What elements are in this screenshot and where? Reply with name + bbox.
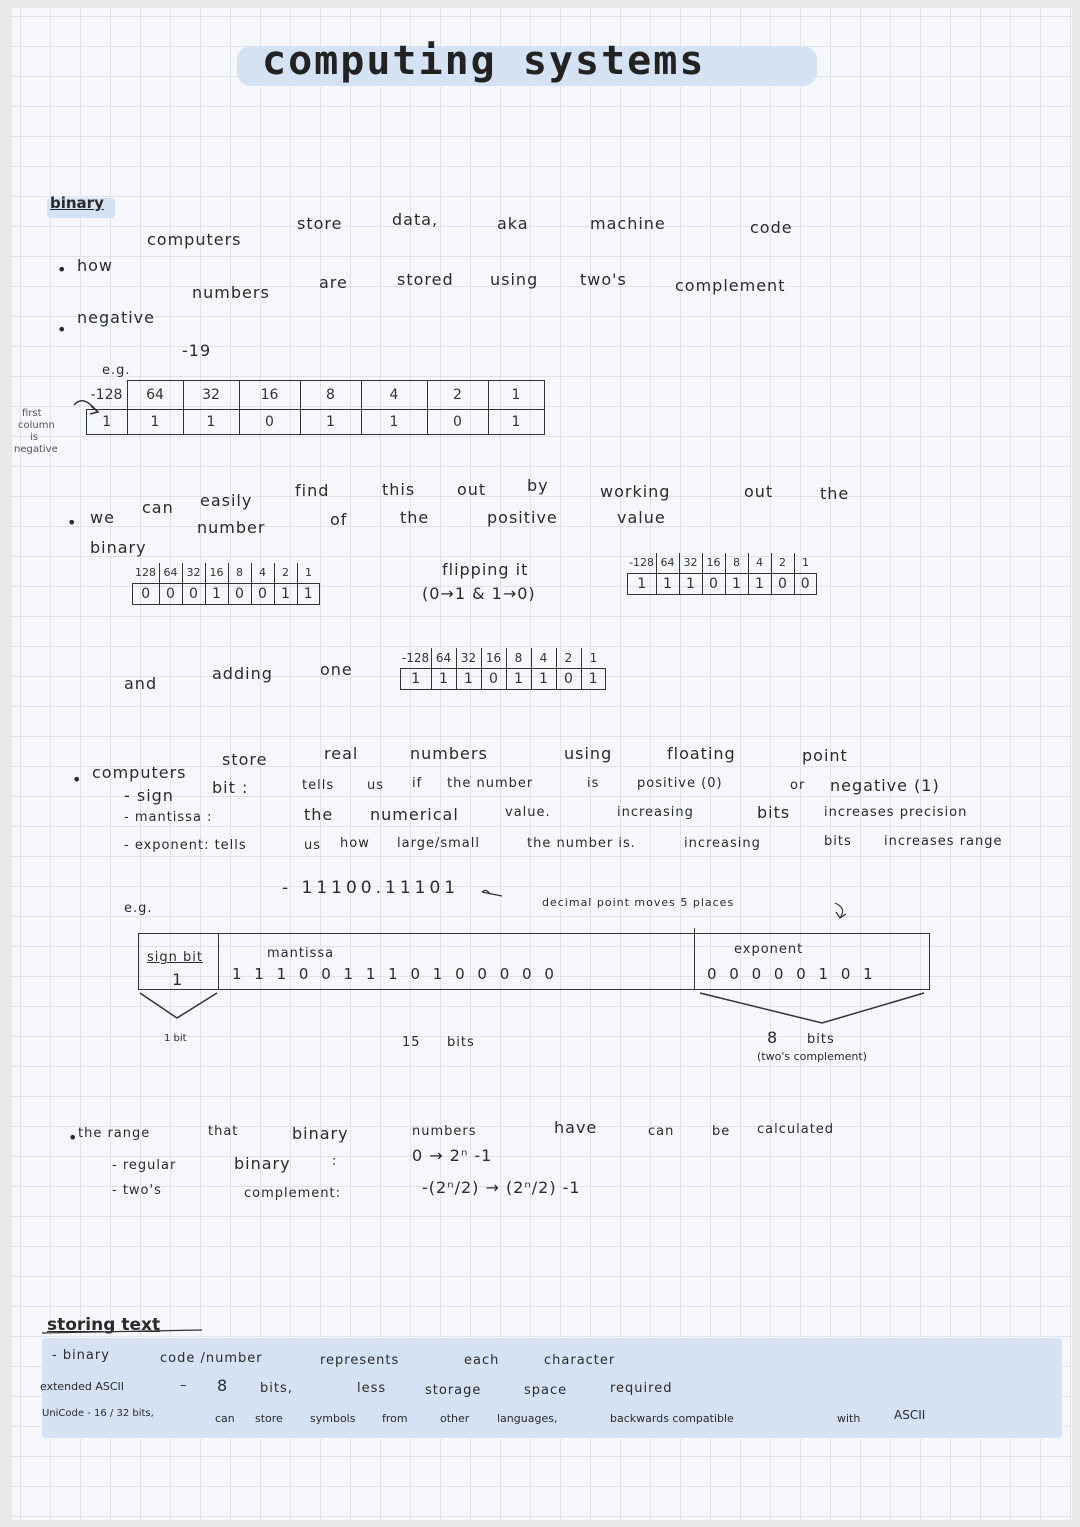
binary-heading: binary <box>50 194 104 212</box>
binary-line3-w3: find <box>295 481 330 500</box>
decimal-point-note: decimal point moves 5 places <box>542 896 735 909</box>
sign-w3: us <box>367 778 385 793</box>
table-cell: 32 <box>183 381 239 410</box>
table-cell: 1 <box>531 669 556 690</box>
float-example-number: - 11100.11101 <box>282 878 460 898</box>
table-cell: 0 <box>771 574 794 595</box>
table-cell: -128 <box>401 648 432 669</box>
table-cell: 1 <box>679 574 702 595</box>
range-w7: calculated <box>757 1122 835 1137</box>
table-cell: 1 <box>297 563 320 584</box>
table-cell: 0 <box>159 584 182 605</box>
table-cell: 1 <box>794 553 817 574</box>
sign-brace <box>140 993 217 1018</box>
binary-line1-w6: code <box>750 218 793 237</box>
exponent-w0: - exponent: tells <box>124 838 247 853</box>
text-unicode-w9: ASCII <box>894 1408 926 1422</box>
binary-line3-w4: this <box>382 480 416 499</box>
sign-bit-label: sign bit <box>147 950 203 965</box>
table-cell: 1 <box>488 409 544 434</box>
range-w3: numbers <box>412 1124 477 1139</box>
side-note-0: first <box>22 408 42 419</box>
arrow-down <box>835 903 846 918</box>
binary-line3-w6: by <box>527 476 549 495</box>
table-cell: 2 <box>771 553 794 574</box>
table-cell: 4 <box>748 553 771 574</box>
table-cell: 0 <box>251 584 274 605</box>
table-cell: 32 <box>679 553 702 574</box>
range-w5: can <box>648 1124 675 1139</box>
sign-w4: if <box>412 776 423 791</box>
text-unicode-w5: other <box>440 1412 470 1425</box>
table-cell: 1 <box>431 669 456 690</box>
table-cell: 1 <box>127 409 183 434</box>
table-cell: 1 <box>581 669 606 690</box>
table-cell: 2 <box>274 563 297 584</box>
twos-w0: - two's <box>112 1183 162 1198</box>
table-cell: 4 <box>361 381 427 410</box>
binary-line2-w5: two's <box>580 270 627 289</box>
text-binary-w0: - binary <box>52 1348 110 1363</box>
exponent-size-unit: bits <box>807 1032 835 1047</box>
binary-line3-w7: working <box>600 482 671 501</box>
text-ascii-w0: extended ASCII <box>40 1380 125 1393</box>
mantissa-w3: value. <box>505 805 551 820</box>
sign-w9: negative (1) <box>830 776 940 795</box>
table-cell: 0 <box>228 584 251 605</box>
exponent-brace <box>700 993 924 1023</box>
mantissa-label: mantissa <box>267 946 335 961</box>
text-unicode-w8: with <box>837 1412 861 1425</box>
table-cell: 1 <box>183 409 239 434</box>
text-ascii-w1: – <box>180 1378 188 1393</box>
text-ascii-w7: required <box>610 1381 673 1396</box>
arrow-decimal <box>482 890 502 896</box>
binary-line1-w4: aka <box>497 214 529 233</box>
exponent-label: exponent <box>734 942 804 957</box>
example-value: -19 <box>182 341 212 360</box>
binary-line4-w4: positive <box>487 508 558 527</box>
binary-line4-w2: of <box>330 510 348 529</box>
text-ascii-w5: storage <box>425 1383 482 1398</box>
side-note-2: is <box>30 432 38 443</box>
table-cell: 4 <box>531 648 556 669</box>
text-binary-w2: represents <box>320 1353 400 1368</box>
sign-w2: tells <box>302 778 335 793</box>
table-cell: 0 <box>427 409 488 434</box>
table-cell: 1 <box>456 669 481 690</box>
sign-size: 1 bit <box>164 1033 187 1044</box>
text-unicode-w6: languages, <box>497 1412 558 1425</box>
table-cell: 128 <box>133 563 160 584</box>
binary-line1-w1: computers <box>147 230 242 249</box>
binary-line1-w3: data, <box>392 210 439 229</box>
table-cell: 0 <box>481 669 506 690</box>
sign-w8: or <box>790 778 806 793</box>
mantissa-w5: bits <box>757 803 791 822</box>
text-ascii-w4: less <box>357 1381 387 1396</box>
exponent-bits: 0 0 0 0 0 1 0 1 <box>707 965 876 983</box>
table-cell: 0 <box>556 669 581 690</box>
exponent-w4: the number is. <box>527 836 636 851</box>
twos-w1: complement: <box>244 1186 342 1201</box>
float-line1-w5: floating <box>667 744 736 763</box>
text-unicode-w7: backwards compatible <box>610 1412 734 1425</box>
eg-label: e.g. <box>102 363 131 378</box>
binary-line1-w2: store <box>297 214 343 233</box>
table-cell: 16 <box>239 381 300 410</box>
table-cell: 0 <box>794 574 817 595</box>
table-cell: 64 <box>656 553 679 574</box>
exponent-w3: large/small <box>397 836 480 851</box>
float-line1-w2: real <box>324 744 359 763</box>
exponent-w2: how <box>340 836 370 851</box>
table-cell: 1 <box>87 409 128 434</box>
range-w0: the range <box>78 1126 151 1141</box>
table-cell: 8 <box>228 563 251 584</box>
text-ascii-w6: space <box>524 1383 568 1398</box>
page-title: computing systems <box>262 38 706 84</box>
range-w4: have <box>554 1118 598 1137</box>
text-unicode-w4: from <box>382 1412 408 1425</box>
sign-w0: - sign <box>124 786 174 805</box>
table-cell: 1 <box>300 409 361 434</box>
table-cell: 2 <box>556 648 581 669</box>
mantissa-size-num: 15 <box>402 1035 421 1050</box>
table-cell: 16 <box>702 553 725 574</box>
mantissa-bits: 1 1 1 0 0 1 1 1 0 1 0 0 0 0 0 <box>232 965 557 983</box>
text-unicode-w3: symbols <box>310 1412 356 1425</box>
binary-line4-w3: the <box>400 508 430 527</box>
table-cell: 64 <box>159 563 182 584</box>
binary-line2-w0: negative <box>77 308 155 327</box>
table-cell: 64 <box>431 648 456 669</box>
mantissa-w0: - mantissa : <box>124 810 213 825</box>
table-cell: 1 <box>297 584 320 605</box>
heading-underline <box>42 1330 202 1333</box>
table-cell: 8 <box>506 648 531 669</box>
text-unicode-w1: can <box>215 1412 235 1425</box>
regular-w2: : <box>332 1154 338 1169</box>
bullet: • <box>68 1128 79 1147</box>
exponent-w1: us <box>304 838 322 853</box>
text-binary-w4: character <box>544 1353 616 1368</box>
binary-line1-w0: how <box>77 256 114 275</box>
table-cell: 0 <box>133 584 160 605</box>
table-cell: 1 <box>274 584 297 605</box>
side-note-3: negative <box>14 444 58 455</box>
float-line1-w1: store <box>222 750 268 769</box>
table-cell: 0 <box>182 584 205 605</box>
binary-line3-w5: out <box>457 480 487 499</box>
one-label: one <box>320 660 353 679</box>
table-cell: 8 <box>725 553 748 574</box>
binary-line2-w6: complement <box>675 276 786 295</box>
table-cell: 1 <box>488 381 544 410</box>
table-cell: 1 <box>361 409 427 434</box>
table-cell: 1 <box>401 669 432 690</box>
mantissa-w2: numerical <box>370 805 459 824</box>
sign-w5: the number <box>447 776 534 791</box>
mantissa-w6: increases precision <box>824 805 968 820</box>
exponent-size-num: 8 <box>767 1028 779 1047</box>
text-ascii-w2: 8 <box>217 1376 229 1395</box>
flip-note-0: flipping it <box>442 560 529 579</box>
binary-line3-w9: the <box>820 484 850 503</box>
mantissa-size-unit: bits <box>447 1035 475 1050</box>
binary-line2-w4: using <box>490 270 539 289</box>
float-line1-w0: computers <box>92 763 187 782</box>
bullet: • <box>57 260 68 279</box>
text-ascii-w3: bits, <box>260 1381 293 1396</box>
exponent-w7: increases range <box>884 834 1003 849</box>
range-w6: be <box>712 1124 731 1139</box>
range-w2: binary <box>292 1124 349 1143</box>
exponent-w6: bits <box>824 834 852 849</box>
table-cell: 8 <box>300 381 361 410</box>
regular-w0: - regular <box>112 1158 177 1173</box>
side-note-1: column <box>18 420 55 431</box>
float-line1-w3: numbers <box>410 744 488 763</box>
table-cell: 1 <box>628 574 657 595</box>
binary-line2-w3: stored <box>397 270 454 289</box>
exponent-w5: increasing <box>684 836 761 851</box>
table-cell: 4 <box>251 563 274 584</box>
table-cell: 16 <box>205 563 228 584</box>
table-cell: 0 <box>239 409 300 434</box>
table-cell: 2 <box>427 381 488 410</box>
table-cell: 1 <box>581 648 606 669</box>
binary-line3-w2: easily <box>200 491 253 510</box>
flip-note-1: (0→1 & 1→0) <box>422 584 536 603</box>
table-cell: 1 <box>205 584 228 605</box>
arrow-first-column <box>74 401 98 412</box>
table-cell: 1 <box>725 574 748 595</box>
mantissa-w4: increasing <box>617 805 694 820</box>
exponent-note: (two's complement) <box>757 1050 867 1063</box>
binary-line2-w2: are <box>319 273 348 292</box>
adding-label: adding <box>212 664 273 683</box>
binary-line3-w0: we <box>90 508 115 527</box>
regular-w1: binary <box>234 1154 291 1173</box>
storing-text-heading: storing text <box>47 1315 161 1335</box>
table-cell: 0 <box>702 574 725 595</box>
bullet: • <box>67 513 78 532</box>
table-cell: 1 <box>506 669 531 690</box>
text-binary-w3: each <box>464 1353 500 1368</box>
table-cell: 16 <box>481 648 506 669</box>
and-label: and <box>124 674 158 693</box>
twos-range: -(2ⁿ/2) → (2ⁿ/2) -1 <box>422 1178 581 1197</box>
table-cell: 32 <box>456 648 481 669</box>
float-eg-label: e.g. <box>124 901 153 916</box>
text-binary-w1: code /number <box>160 1351 263 1366</box>
binary-line4-w1: number <box>197 518 266 537</box>
text-unicode-w0: UniCode - 16 / 32 bits, <box>42 1408 154 1419</box>
float-line1-w6: point <box>802 746 848 765</box>
regular-range: 0 → 2ⁿ -1 <box>412 1146 493 1165</box>
table-cell: 1 <box>656 574 679 595</box>
binary-line4-w0: binary <box>90 538 147 557</box>
sign-w7: positive (0) <box>637 776 723 791</box>
table-cell: 1 <box>748 574 771 595</box>
binary-line4-w5: value <box>617 508 666 527</box>
table-cell: -128 <box>628 553 657 574</box>
bullet: • <box>72 770 83 789</box>
range-w1: that <box>208 1124 239 1139</box>
table-cell: 32 <box>182 563 205 584</box>
notebook-page <box>12 8 1072 1520</box>
text-unicode-w2: store <box>255 1412 283 1425</box>
binary-line3-w8: out <box>744 482 774 501</box>
binary-line2-w1: numbers <box>192 283 270 302</box>
pen-strokes <box>12 8 1072 1520</box>
sign-w6: is <box>587 776 600 791</box>
mantissa-w1: the <box>304 805 334 824</box>
table-cell: 64 <box>127 381 183 410</box>
sign-w1: bit : <box>212 778 249 797</box>
binary-line3-w1: can <box>142 498 174 517</box>
float-line1-w4: using <box>564 744 613 763</box>
binary-line1-w5: machine <box>590 214 666 233</box>
table-cell: -128 <box>87 381 128 410</box>
bullet: • <box>57 320 68 339</box>
sign-bit-value: 1 <box>172 970 184 989</box>
